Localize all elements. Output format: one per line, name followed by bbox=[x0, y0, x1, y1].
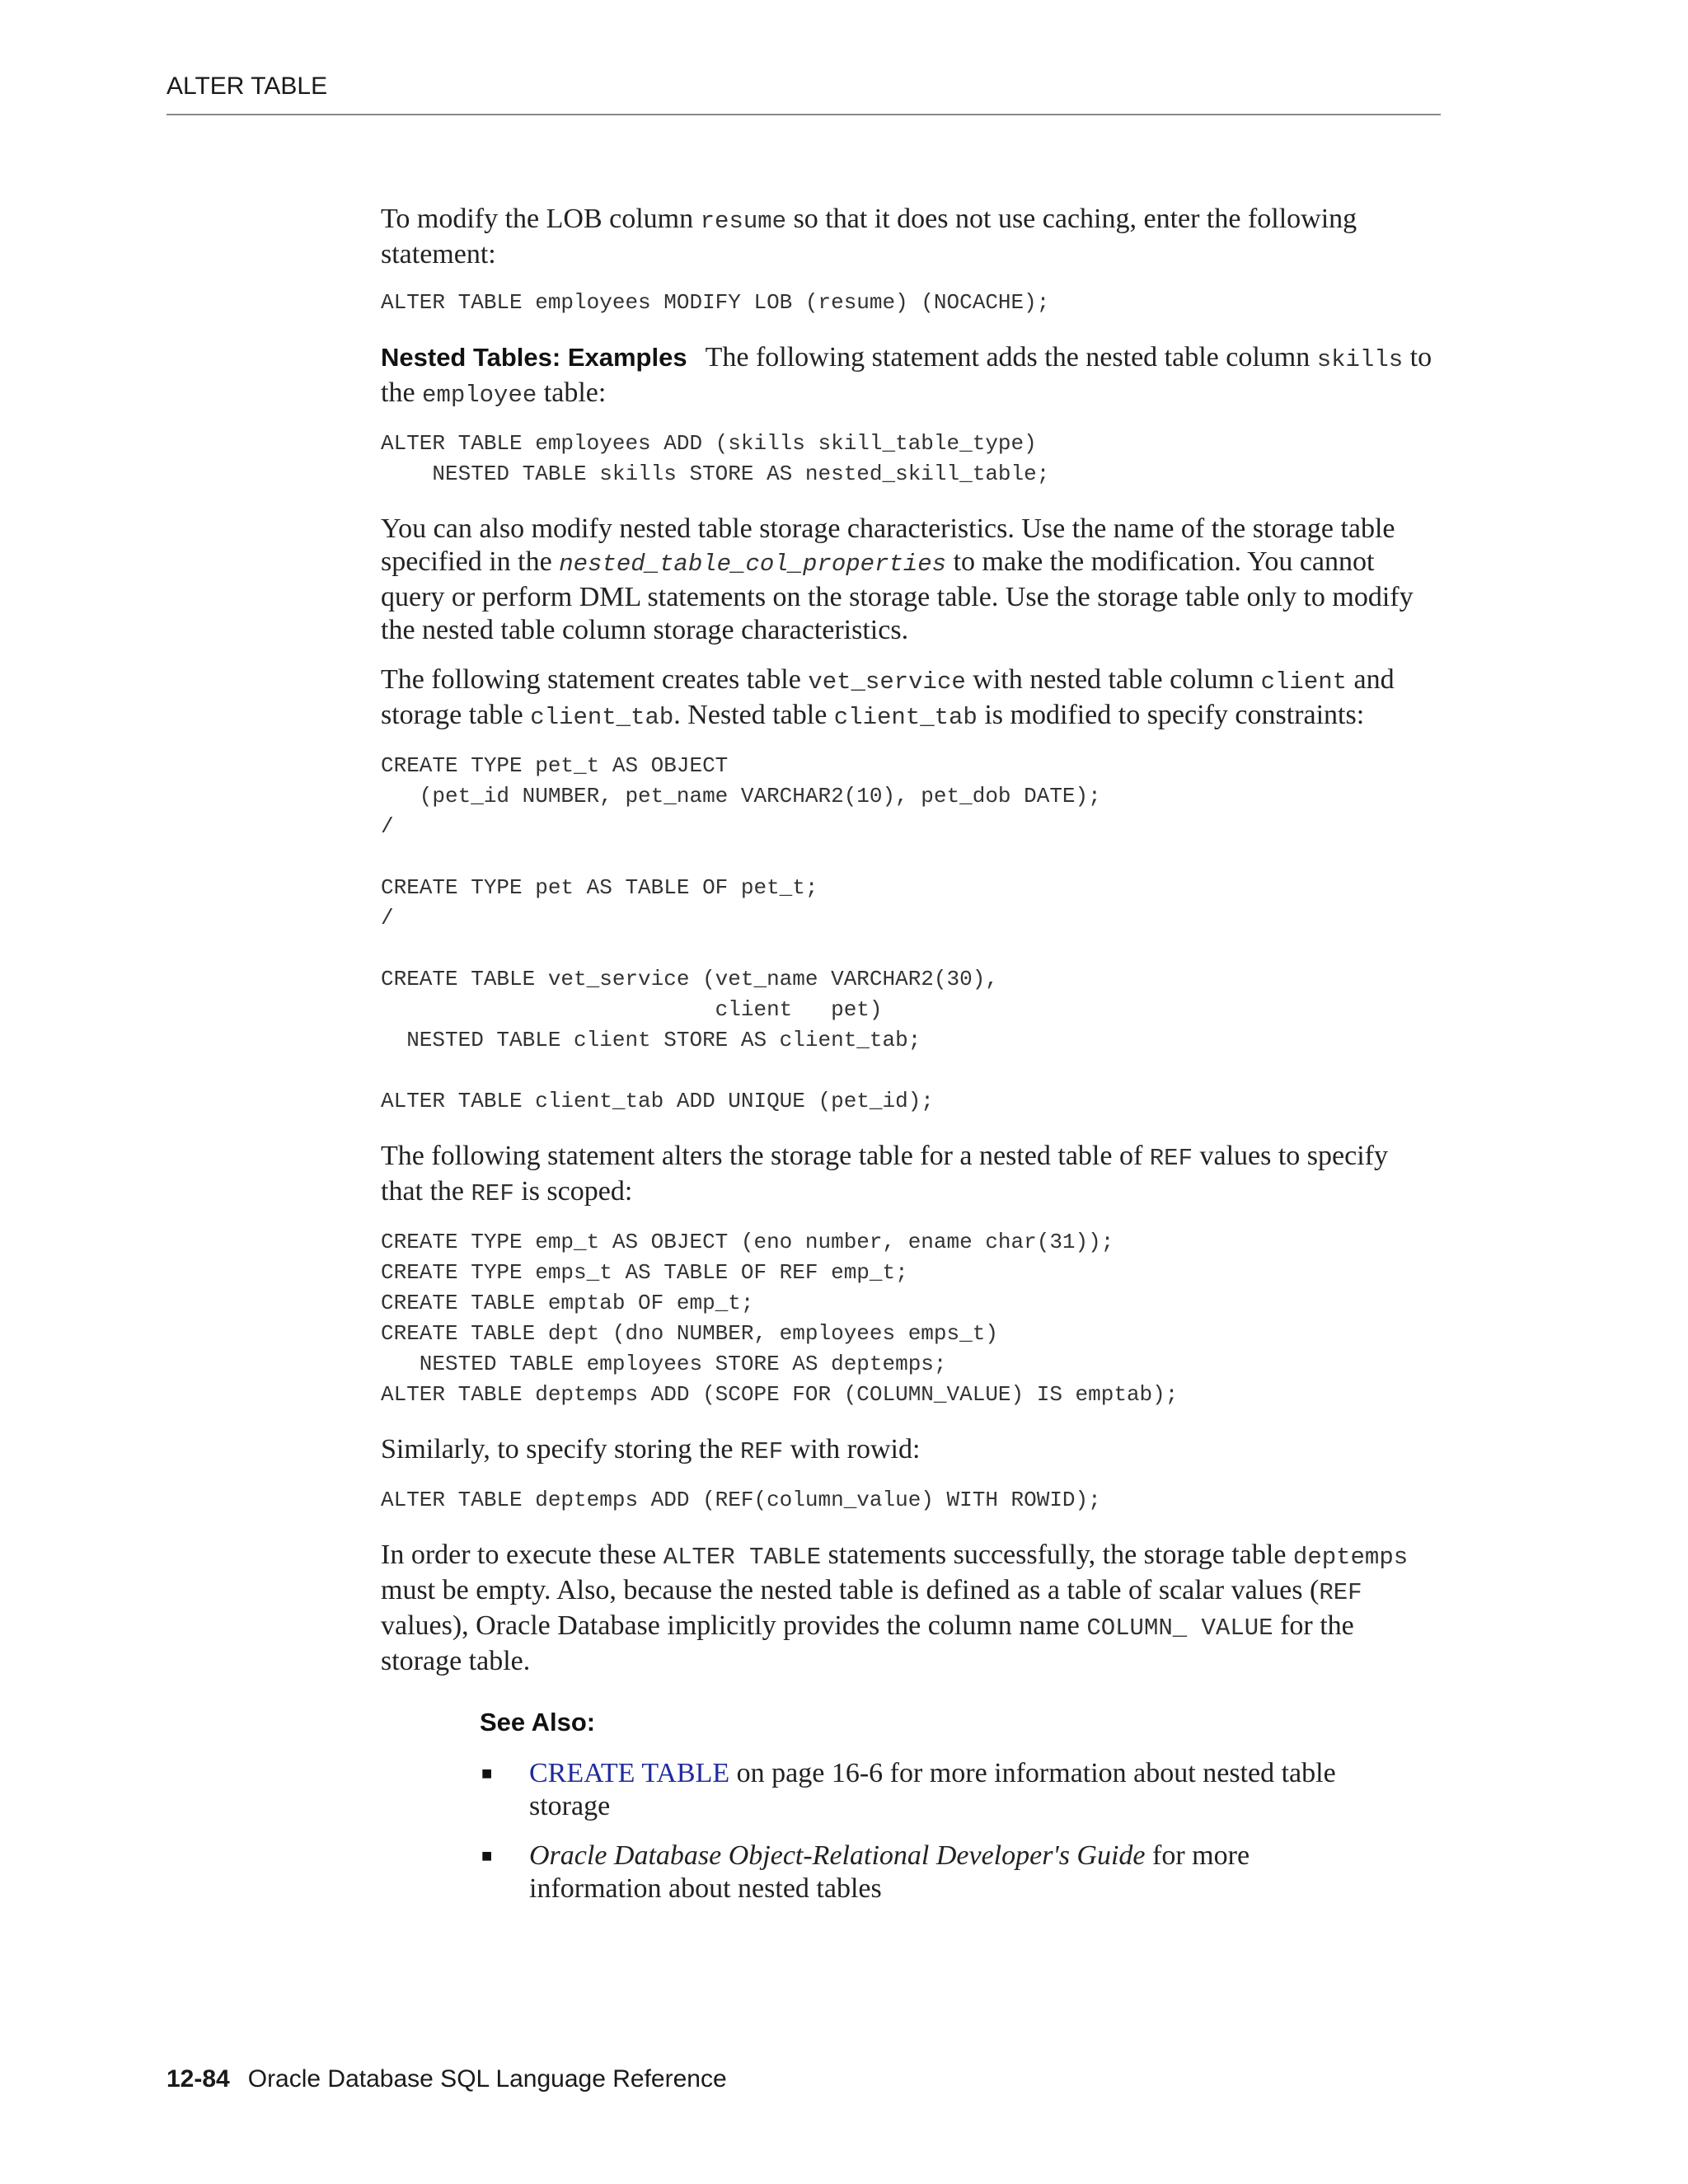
inline-code: deptemps bbox=[1292, 1544, 1409, 1571]
code-block-add-skills: ALTER TABLE employees ADD (skills skill_table_type) NESTED TABLE skills STORE AS nested_skill_table; bbox=[381, 431, 1050, 486]
text: In order to execute these bbox=[381, 1540, 663, 1570]
text: and storage table bbox=[381, 664, 1395, 730]
text: values to specify that the bbox=[381, 1141, 1388, 1207]
page-footer bbox=[166, 2065, 727, 2093]
paragraph-ref-scoped bbox=[381, 1140, 1436, 1211]
text: on page 16-6 for more information about nested table storage bbox=[529, 1758, 1336, 1821]
see-also-item-developers-guide bbox=[480, 1840, 1353, 1905]
paragraph-nested-tables-examples bbox=[381, 341, 1436, 412]
code-block-vet-service: CREATE TYPE pet_t AS OBJECT (pet_id NUMBER, pet_name VARCHAR2(10), pet_dob DATE); / CREATE TYPE pet AS TABLE OF pet_t; / CREATE TABLE vet_service (vet_name VARCHAR2(30), client pet) NESTED TABLE client STORE AS client_tab; ALTER TABLE client_tab ADD UNIQUE (pet_id); bbox=[381, 753, 1101, 1113]
page-number: 12-84 bbox=[166, 2065, 230, 2093]
text: The following statement creates table bbox=[381, 664, 809, 695]
inline-code: REF bbox=[739, 1438, 784, 1465]
text: statements successfully, the storage table bbox=[821, 1540, 1293, 1570]
inline-code: employee bbox=[422, 382, 537, 409]
see-also-item-create-table bbox=[480, 1757, 1353, 1823]
see-also-title: See Also: bbox=[480, 1708, 596, 1736]
page-content bbox=[381, 203, 1436, 1922]
bullet-icon: ■ bbox=[481, 1763, 493, 1783]
inline-code: client_tab bbox=[833, 704, 978, 731]
book-title: Oracle Database Object-Relational Developer's Guide bbox=[529, 1840, 1146, 1871]
inline-code: vet_service bbox=[808, 668, 966, 696]
book-title-footer: Oracle Database SQL Language Reference bbox=[247, 2065, 727, 2093]
text: with rowid: bbox=[783, 1434, 921, 1465]
inline-code: skills bbox=[1316, 346, 1404, 373]
text: The following statement adds the nested table column bbox=[705, 342, 1317, 373]
running-header: ALTER TABLE bbox=[166, 73, 1441, 115]
see-also-box bbox=[480, 1708, 1436, 1905]
text: table: bbox=[537, 377, 607, 408]
inline-code: client_tab bbox=[530, 704, 674, 731]
text: To modify the LOB column bbox=[381, 204, 701, 234]
paragraph-storage-characteristics bbox=[381, 513, 1436, 647]
inline-code: REF bbox=[1319, 1579, 1362, 1606]
text: for more information about nested tables bbox=[529, 1840, 1250, 1904]
paragraph-ref-rowid bbox=[381, 1433, 1436, 1469]
text: is scoped: bbox=[513, 1176, 633, 1207]
text: You can also modify nested table storage characteristics. Use the name of the storage table specified in the bbox=[381, 513, 1395, 577]
paragraph-empty-storage bbox=[381, 1539, 1436, 1678]
inline-code: resume bbox=[700, 208, 787, 235]
text: to the bbox=[381, 342, 1432, 408]
inline-code: client bbox=[1260, 668, 1348, 696]
text: . Nested table bbox=[673, 700, 834, 730]
paragraph-lob-nocache bbox=[381, 203, 1436, 271]
see-also-list bbox=[480, 1757, 1436, 1905]
inline-code: ALTER TABLE bbox=[663, 1544, 822, 1571]
inline-code-italic: nested_table_col_properties bbox=[559, 551, 947, 578]
text: The following statement alters the storage table for a nested table of bbox=[381, 1141, 1150, 1171]
text: so that it does not use caching, enter the following statement: bbox=[381, 204, 1357, 269]
bullet-icon: ■ bbox=[481, 1845, 493, 1866]
runin-heading: Nested Tables: Examples bbox=[381, 343, 687, 372]
paragraph-vet-service bbox=[381, 663, 1436, 734]
inline-code: COLUMN_ VALUE bbox=[1086, 1615, 1273, 1642]
create-table-link[interactable]: CREATE TABLE bbox=[529, 1758, 730, 1788]
code-block-modify-lob: ALTER TABLE employees MODIFY LOB (resume) (NOCACHE); bbox=[381, 290, 1050, 315]
text: to make the modification. You cannot query or perform DML statements on the storage table. Use the storage table only to modify the nested table column storage characteristics. bbox=[381, 546, 1414, 645]
text: with nested table column bbox=[965, 664, 1261, 695]
code-block-rowid: ALTER TABLE deptemps ADD (REF(column_value) WITH ROWID); bbox=[381, 1488, 1101, 1512]
inline-code: REF bbox=[471, 1180, 514, 1207]
text: for the storage table. bbox=[381, 1610, 1354, 1676]
inline-code: REF bbox=[1149, 1145, 1193, 1172]
text: is modified to specify constraints: bbox=[977, 700, 1365, 730]
text: must be empty. Also, because the nested table is defined as a table of scalar values ( bbox=[381, 1575, 1320, 1605]
text: Similarly, to specify storing the bbox=[381, 1434, 740, 1465]
text: values), Oracle Database implicitly provides the column name bbox=[381, 1610, 1087, 1641]
code-block-deptemps: CREATE TYPE emp_t AS OBJECT (eno number, ename char(31)); CREATE TYPE emps_t AS TABLE OF REF emp_t; CREATE TABLE emptab OF emp_t; CREATE TABLE dept (dno NUMBER, employees emps_t) NESTED TABLE employees STORE AS deptemps; ALTER TABLE deptemps ADD (SCOPE FOR (COLUMN_VALUE) IS emptab); bbox=[381, 1230, 1179, 1407]
